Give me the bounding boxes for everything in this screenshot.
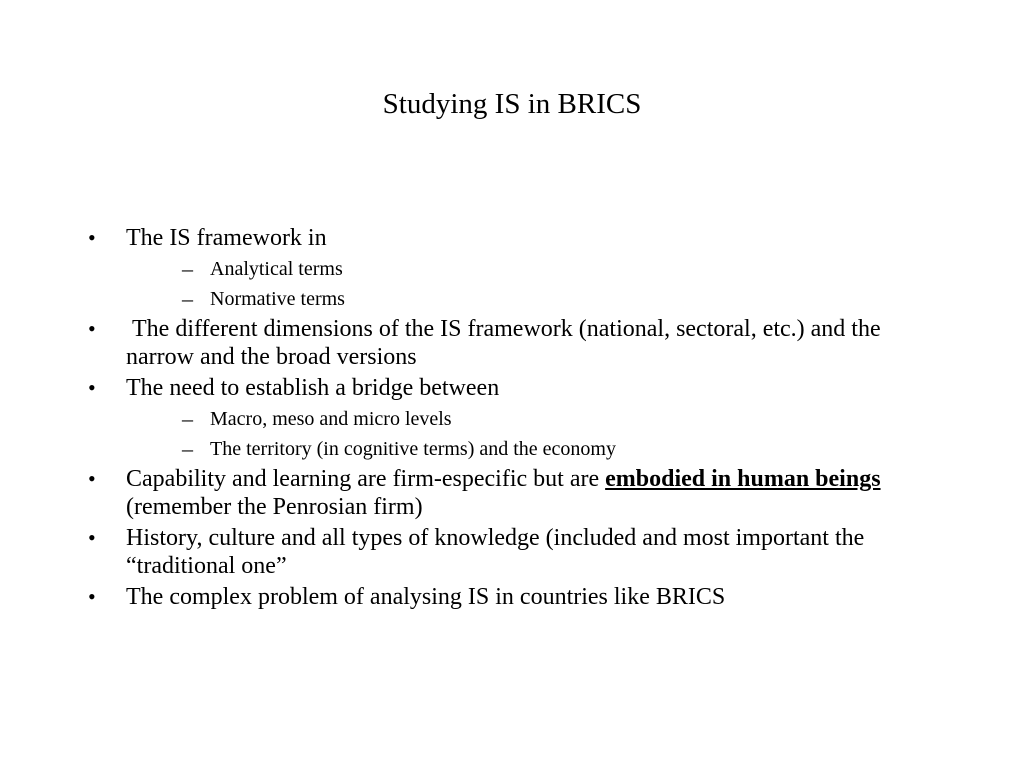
sub-bullet-item [126,436,946,462]
bullet-marker: • [88,466,96,491]
bullet-text: The complex problem of analysing IS in countries like BRICS [126,584,726,610]
sub-bullet-text: Macro, meso and micro levels [210,408,452,430]
bullet-text: Capability and learning are firm-especific but are [126,466,606,492]
bullet-text: (remember the Penrosian firm) [126,466,887,520]
bullet-list [86,224,946,611]
sub-bullet-text: Normative terms [210,288,345,310]
sub-bullet-list [126,256,946,312]
sub-bullet-item [126,256,946,282]
sub-bullet-marker: – [182,406,193,431]
sub-bullet-item [126,406,946,432]
sub-bullet-text: The territory (in cognitive terms) and the economy [210,438,616,460]
slide-title: Studying IS in BRICS [382,88,642,120]
bullet-item [86,465,946,521]
bullet-marker: • [88,316,96,341]
bullet-item [86,524,946,580]
sub-bullet-text: Analytical terms [210,258,343,280]
bullet-item [86,315,946,371]
bullet-text: The different dimensions of the IS framework (national, sectoral, etc.) and the narrow and the broad versions [126,316,887,370]
bullet-marker: • [88,225,96,250]
bullet-item [86,374,946,462]
bullet-text: History, culture and all types of knowledge (included and most important the “traditional one” [126,525,865,579]
sub-bullet-marker: – [182,256,193,281]
bullet-marker: • [88,525,96,550]
sub-bullet-item [126,286,946,312]
sub-bullet-list [126,406,946,462]
emphasized-text: embodied in human beings [605,466,881,492]
bullet-text: The need to establish a bridge between [126,375,500,401]
bullet-marker: • [88,375,96,400]
bullet-text: The IS framework in [126,225,327,251]
sub-bullet-marker: – [182,286,193,311]
sub-bullet-marker: – [182,436,193,461]
bullet-item [86,224,946,312]
bullet-item [86,583,946,611]
bullet-marker: • [88,584,96,609]
